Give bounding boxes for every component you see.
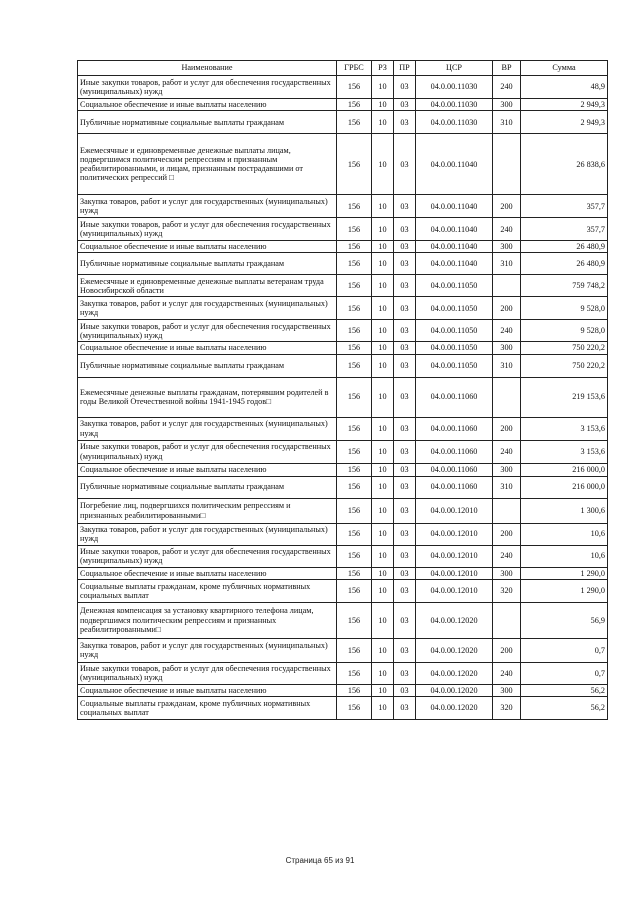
table-row	[78, 523, 608, 545]
cell-sum: 3 153,6	[521, 440, 608, 463]
cell-grbs: 156	[337, 297, 372, 320]
cell-grbs: 156	[337, 218, 372, 241]
cell-csr: 04.0.00.11040	[416, 134, 493, 195]
cell-pr: 03	[394, 253, 416, 275]
cell-rz: 10	[372, 662, 394, 684]
cell-name: Закупка товаров, работ и услуг для государственных (муниципальных) нужд	[78, 417, 337, 440]
table-row	[78, 134, 608, 195]
cell-name: Социальные выплаты гражданам, кроме публичных нормативных социальных выплат	[78, 579, 337, 602]
cell-sum: 216 000,0	[521, 476, 608, 498]
cell-rz: 10	[372, 476, 394, 498]
table-row	[78, 76, 608, 99]
cell-name: Социальное обеспечение и иные выплаты населению	[78, 241, 337, 253]
cell-sum: 56,2	[521, 684, 608, 696]
cell-rz: 10	[372, 275, 394, 297]
cell-pr: 03	[394, 297, 416, 320]
cell-name: Ежемесячные денежные выплаты гражданам, потерявшим родителей в годы Великой Отечественной войны 1941-1945 годов□	[78, 377, 337, 417]
cell-rz: 10	[372, 76, 394, 99]
cell-vr: 300	[493, 684, 521, 696]
cell-grbs: 156	[337, 111, 372, 134]
cell-grbs: 156	[337, 76, 372, 99]
cell-vr: 310	[493, 253, 521, 275]
cell-sum: 48,9	[521, 76, 608, 99]
cell-sum: 9 528,0	[521, 320, 608, 342]
header-name: Наименование	[78, 61, 337, 76]
table-row	[78, 545, 608, 567]
cell-csr: 04.0.00.11030	[416, 76, 493, 99]
cell-grbs: 156	[337, 638, 372, 662]
table-row	[78, 684, 608, 696]
cell-sum: 2 949,3	[521, 99, 608, 111]
cell-pr: 03	[394, 76, 416, 99]
header-rz: РЗ	[372, 61, 394, 76]
cell-sum: 2 949,3	[521, 111, 608, 134]
cell-vr: 200	[493, 195, 521, 218]
cell-grbs: 156	[337, 440, 372, 463]
cell-vr: 300	[493, 567, 521, 579]
table-row	[78, 476, 608, 498]
cell-name: Иные закупки товаров, работ и услуг для обеспечения государственных (муниципальных) нужд	[78, 545, 337, 567]
cell-rz: 10	[372, 567, 394, 579]
cell-vr: 240	[493, 76, 521, 99]
cell-vr: 320	[493, 696, 521, 719]
cell-name: Публичные нормативные социальные выплаты гражданам	[78, 354, 337, 377]
cell-name: Закупка товаров, работ и услуг для государственных (муниципальных) нужд	[78, 297, 337, 320]
cell-vr: 240	[493, 320, 521, 342]
cell-csr: 04.0.00.12020	[416, 602, 493, 638]
table-row	[78, 567, 608, 579]
cell-rz: 10	[372, 684, 394, 696]
cell-pr: 03	[394, 498, 416, 523]
cell-pr: 03	[394, 241, 416, 253]
cell-grbs: 156	[337, 684, 372, 696]
table-row	[78, 638, 608, 662]
cell-csr: 04.0.00.11040	[416, 195, 493, 218]
cell-grbs: 156	[337, 134, 372, 195]
cell-csr: 04.0.00.11050	[416, 297, 493, 320]
cell-csr: 04.0.00.11050	[416, 342, 493, 354]
cell-grbs: 156	[337, 579, 372, 602]
cell-pr: 03	[394, 440, 416, 463]
cell-rz: 10	[372, 545, 394, 567]
table-row	[78, 275, 608, 297]
cell-sum: 0,7	[521, 662, 608, 684]
cell-csr: 04.0.00.11050	[416, 275, 493, 297]
cell-pr: 03	[394, 134, 416, 195]
cell-pr: 03	[394, 377, 416, 417]
cell-sum: 26 838,6	[521, 134, 608, 195]
cell-grbs: 156	[337, 476, 372, 498]
cell-pr: 03	[394, 354, 416, 377]
cell-name: Ежемесячные и единовременные денежные выплаты ветеранам труда Новосибирской области	[78, 275, 337, 297]
cell-sum: 357,7	[521, 195, 608, 218]
cell-grbs: 156	[337, 342, 372, 354]
cell-rz: 10	[372, 297, 394, 320]
cell-grbs: 156	[337, 463, 372, 476]
table-row	[78, 463, 608, 476]
cell-pr: 03	[394, 320, 416, 342]
cell-vr: 310	[493, 476, 521, 498]
cell-sum: 26 480,9	[521, 253, 608, 275]
cell-pr: 03	[394, 545, 416, 567]
cell-csr: 04.0.00.12010	[416, 523, 493, 545]
cell-vr: 300	[493, 241, 521, 253]
cell-pr: 03	[394, 195, 416, 218]
cell-pr: 03	[394, 275, 416, 297]
cell-vr: 200	[493, 638, 521, 662]
cell-rz: 10	[372, 241, 394, 253]
cell-vr: 310	[493, 111, 521, 134]
cell-vr: 320	[493, 579, 521, 602]
cell-sum: 357,7	[521, 218, 608, 241]
cell-name: Социальное обеспечение и иные выплаты населению	[78, 463, 337, 476]
cell-rz: 10	[372, 218, 394, 241]
cell-sum: 0,7	[521, 638, 608, 662]
header-sum: Сумма	[521, 61, 608, 76]
cell-rz: 10	[372, 602, 394, 638]
table-row	[78, 297, 608, 320]
cell-name: Закупка товаров, работ и услуг для государственных (муниципальных) нужд	[78, 195, 337, 218]
cell-rz: 10	[372, 99, 394, 111]
cell-csr: 04.0.00.11060	[416, 463, 493, 476]
cell-rz: 10	[372, 523, 394, 545]
cell-grbs: 156	[337, 99, 372, 111]
cell-name: Закупка товаров, работ и услуг для государственных (муниципальных) нужд	[78, 523, 337, 545]
budget-table	[77, 60, 608, 720]
table-row	[78, 579, 608, 602]
cell-csr: 04.0.00.12020	[416, 662, 493, 684]
cell-pr: 03	[394, 476, 416, 498]
cell-vr	[493, 602, 521, 638]
cell-rz: 10	[372, 417, 394, 440]
cell-name: Социальные выплаты гражданам, кроме публичных нормативных социальных выплат	[78, 696, 337, 719]
cell-csr: 04.0.00.12010	[416, 498, 493, 523]
table-header-row	[78, 61, 608, 76]
cell-name: Публичные нормативные социальные выплаты гражданам	[78, 111, 337, 134]
cell-name: Публичные нормативные социальные выплаты гражданам	[78, 253, 337, 275]
cell-rz: 10	[372, 195, 394, 218]
cell-rz: 10	[372, 354, 394, 377]
cell-grbs: 156	[337, 417, 372, 440]
cell-pr: 03	[394, 638, 416, 662]
cell-grbs: 156	[337, 377, 372, 417]
table-row	[78, 111, 608, 134]
cell-grbs: 156	[337, 523, 372, 545]
cell-sum: 56,9	[521, 602, 608, 638]
cell-csr: 04.0.00.12020	[416, 684, 493, 696]
cell-sum: 1 290,0	[521, 567, 608, 579]
cell-sum: 750 220,2	[521, 354, 608, 377]
cell-pr: 03	[394, 463, 416, 476]
cell-vr: 310	[493, 354, 521, 377]
cell-csr: 04.0.00.11040	[416, 218, 493, 241]
table-row	[78, 99, 608, 111]
table-row	[78, 696, 608, 719]
cell-vr	[493, 498, 521, 523]
cell-csr: 04.0.00.11030	[416, 99, 493, 111]
table-row	[78, 241, 608, 253]
cell-name: Погребение лиц, подвергшихся политическим репрессиям и признанных реабилитированными□	[78, 498, 337, 523]
cell-sum: 1 290,0	[521, 579, 608, 602]
cell-pr: 03	[394, 602, 416, 638]
cell-grbs: 156	[337, 602, 372, 638]
cell-grbs: 156	[337, 241, 372, 253]
cell-rz: 10	[372, 638, 394, 662]
cell-pr: 03	[394, 218, 416, 241]
cell-vr: 300	[493, 342, 521, 354]
cell-name: Ежемесячные и единовременные денежные выплаты лицам, подвергшимся политическим репрессиям и признанным реабилитированными, и лицам, признанным пострадавшими от политических репрессий □	[78, 134, 337, 195]
cell-csr: 04.0.00.11050	[416, 320, 493, 342]
cell-sum: 56,2	[521, 696, 608, 719]
cell-csr: 04.0.00.12020	[416, 638, 493, 662]
cell-sum: 750 220,2	[521, 342, 608, 354]
cell-rz: 10	[372, 377, 394, 417]
cell-rz: 10	[372, 111, 394, 134]
cell-sum: 1 300,6	[521, 498, 608, 523]
cell-sum: 759 748,2	[521, 275, 608, 297]
header-grbs: ГРБС	[337, 61, 372, 76]
cell-vr: 200	[493, 417, 521, 440]
table-row	[78, 320, 608, 342]
cell-grbs: 156	[337, 498, 372, 523]
cell-vr: 300	[493, 99, 521, 111]
cell-vr: 300	[493, 463, 521, 476]
cell-rz: 10	[372, 463, 394, 476]
cell-rz: 10	[372, 134, 394, 195]
cell-rz: 10	[372, 253, 394, 275]
cell-name: Социальное обеспечение и иные выплаты населению	[78, 342, 337, 354]
cell-csr: 04.0.00.11030	[416, 111, 493, 134]
cell-grbs: 156	[337, 253, 372, 275]
cell-grbs: 156	[337, 567, 372, 579]
cell-vr	[493, 275, 521, 297]
cell-rz: 10	[372, 342, 394, 354]
cell-vr: 240	[493, 218, 521, 241]
cell-csr: 04.0.00.11040	[416, 253, 493, 275]
cell-vr: 200	[493, 297, 521, 320]
table-row	[78, 602, 608, 638]
cell-grbs: 156	[337, 195, 372, 218]
cell-rz: 10	[372, 440, 394, 463]
cell-vr: 200	[493, 523, 521, 545]
cell-name: Иные закупки товаров, работ и услуг для обеспечения государственных (муниципальных) нужд	[78, 440, 337, 463]
table-row	[78, 253, 608, 275]
table-body	[78, 76, 608, 720]
cell-vr	[493, 377, 521, 417]
cell-csr: 04.0.00.11060	[416, 440, 493, 463]
cell-grbs: 156	[337, 275, 372, 297]
cell-name: Иные закупки товаров, работ и услуг для обеспечения государственных (муниципальных) нужд	[78, 218, 337, 241]
cell-name: Закупка товаров, работ и услуг для государственных (муниципальных) нужд	[78, 638, 337, 662]
table-row	[78, 354, 608, 377]
header-csr: ЦСР	[416, 61, 493, 76]
page-number: Страница 65 из 91	[285, 856, 355, 865]
cell-grbs: 156	[337, 354, 372, 377]
cell-pr: 03	[394, 662, 416, 684]
cell-name: Социальное обеспечение и иные выплаты населению	[78, 567, 337, 579]
cell-pr: 03	[394, 684, 416, 696]
cell-sum: 3 153,6	[521, 417, 608, 440]
header-pr: ПР	[394, 61, 416, 76]
cell-csr: 04.0.00.11060	[416, 417, 493, 440]
table-row	[78, 498, 608, 523]
cell-rz: 10	[372, 498, 394, 523]
cell-csr: 04.0.00.12020	[416, 696, 493, 719]
table-row	[78, 417, 608, 440]
table-row	[78, 440, 608, 463]
cell-sum: 10,6	[521, 545, 608, 567]
cell-rz: 10	[372, 579, 394, 602]
cell-grbs: 156	[337, 696, 372, 719]
cell-grbs: 156	[337, 662, 372, 684]
table-row	[78, 377, 608, 417]
table-row	[78, 218, 608, 241]
cell-csr: 04.0.00.12010	[416, 567, 493, 579]
cell-pr: 03	[394, 417, 416, 440]
cell-vr: 240	[493, 545, 521, 567]
cell-name: Иные закупки товаров, работ и услуг для обеспечения государственных (муниципальных) нужд	[78, 320, 337, 342]
cell-pr: 03	[394, 99, 416, 111]
cell-rz: 10	[372, 320, 394, 342]
cell-sum: 219 153,6	[521, 377, 608, 417]
cell-vr: 240	[493, 440, 521, 463]
cell-rz: 10	[372, 696, 394, 719]
cell-vr: 240	[493, 662, 521, 684]
cell-csr: 04.0.00.12010	[416, 579, 493, 602]
cell-csr: 04.0.00.11060	[416, 377, 493, 417]
cell-pr: 03	[394, 523, 416, 545]
cell-sum: 216 000,0	[521, 463, 608, 476]
cell-sum: 10,6	[521, 523, 608, 545]
table-row	[78, 195, 608, 218]
cell-name: Иные закупки товаров, работ и услуг для обеспечения государственных (муниципальных) нужд	[78, 662, 337, 684]
cell-grbs: 156	[337, 545, 372, 567]
header-vr: ВР	[493, 61, 521, 76]
cell-csr: 04.0.00.11060	[416, 476, 493, 498]
cell-name: Социальное обеспечение и иные выплаты населению	[78, 99, 337, 111]
cell-sum: 9 528,0	[521, 297, 608, 320]
cell-name: Социальное обеспечение и иные выплаты населению	[78, 684, 337, 696]
cell-csr: 04.0.00.11050	[416, 354, 493, 377]
cell-pr: 03	[394, 696, 416, 719]
table-row	[78, 342, 608, 354]
cell-csr: 04.0.00.12010	[416, 545, 493, 567]
cell-name: Публичные нормативные социальные выплаты гражданам	[78, 476, 337, 498]
cell-name: Иные закупки товаров, работ и услуг для обеспечения государственных (муниципальных) нужд	[78, 76, 337, 99]
cell-pr: 03	[394, 567, 416, 579]
cell-pr: 03	[394, 111, 416, 134]
cell-vr	[493, 134, 521, 195]
cell-name: Денежная компенсация за установку квартирного телефона лицам, подвергшимся политическим репрессиям и признанных реабилитированными□	[78, 602, 337, 638]
cell-csr: 04.0.00.11040	[416, 241, 493, 253]
cell-pr: 03	[394, 579, 416, 602]
cell-pr: 03	[394, 342, 416, 354]
table-row	[78, 662, 608, 684]
cell-sum: 26 480,9	[521, 241, 608, 253]
cell-grbs: 156	[337, 320, 372, 342]
